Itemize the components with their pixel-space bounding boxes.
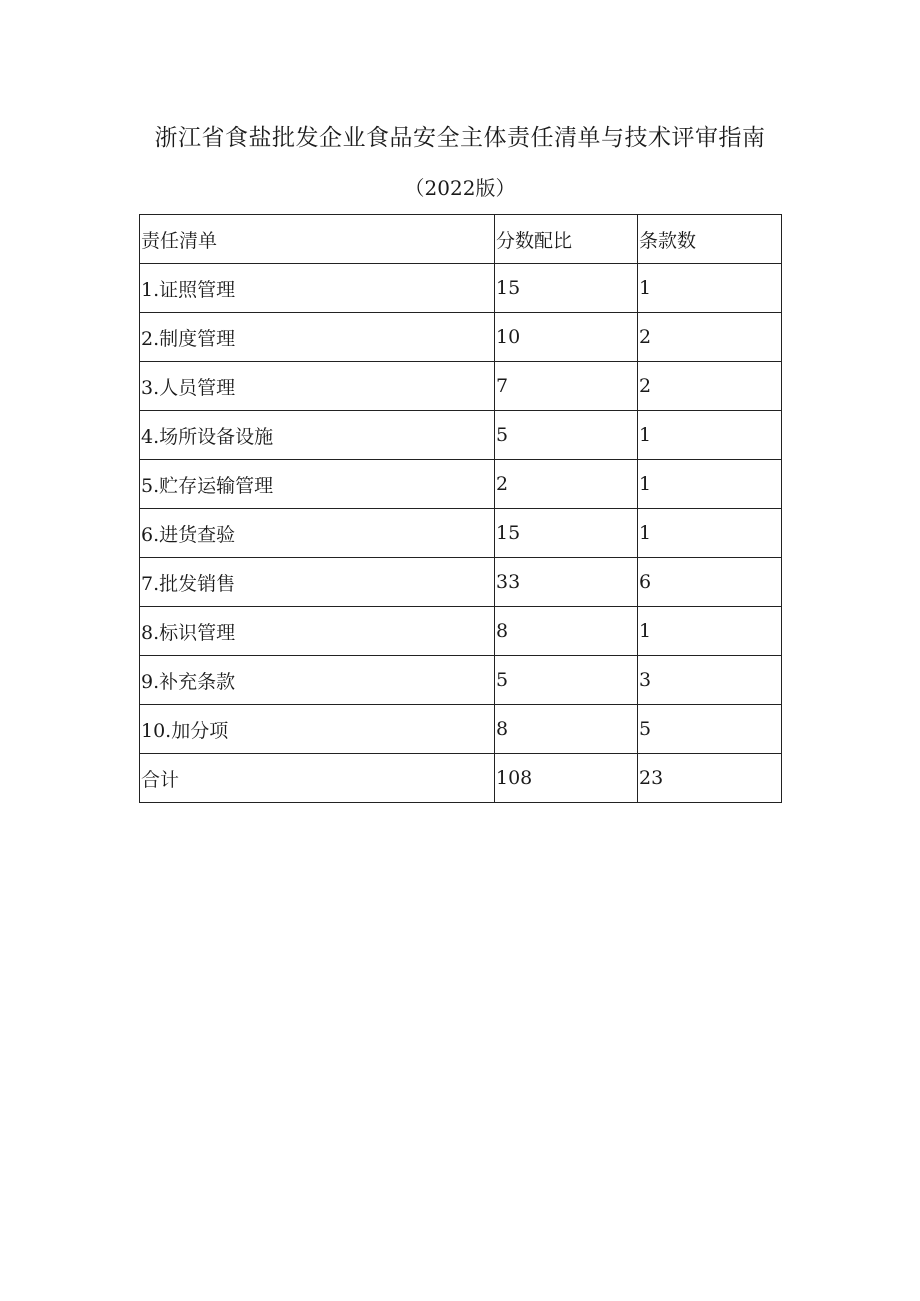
cell-item: 10.加分项 — [140, 705, 495, 754]
table-row — [140, 264, 782, 313]
cell-item: 1.证照管理 — [140, 264, 495, 313]
cell-score: 8 — [495, 607, 638, 656]
cell-clauses: 5 — [638, 705, 782, 754]
cell-clauses: 1 — [638, 411, 782, 460]
cell-score: 7 — [495, 362, 638, 411]
header-score-ratio: 分数配比 — [495, 215, 638, 264]
cell-score: 15 — [495, 264, 638, 313]
document-title: 浙江省食盐批发企业食品安全主体责任清单与技术评审指南 — [154, 125, 766, 151]
table-row — [140, 705, 782, 754]
header-responsibility: 责任清单 — [140, 215, 495, 264]
table-row — [140, 362, 782, 411]
table-row — [140, 509, 782, 558]
cell-total-score: 108 — [495, 754, 638, 803]
table-header-row — [140, 215, 782, 264]
cell-item: 4.场所设备设施 — [140, 411, 495, 460]
cell-score: 10 — [495, 313, 638, 362]
cell-score: 15 — [495, 509, 638, 558]
cell-item: 6.进货查验 — [140, 509, 495, 558]
cell-clauses: 1 — [638, 607, 782, 656]
table-total-row — [140, 754, 782, 803]
cell-score: 8 — [495, 705, 638, 754]
cell-clauses: 3 — [638, 656, 782, 705]
cell-item: 5.贮存运输管理 — [140, 460, 495, 509]
table-row — [140, 313, 782, 362]
cell-item: 7.批发销售 — [140, 558, 495, 607]
cell-clauses: 2 — [638, 313, 782, 362]
cell-item: 9.补充条款 — [140, 656, 495, 705]
responsibility-table — [139, 214, 782, 803]
cell-total-label: 合计 — [140, 754, 495, 803]
table-row — [140, 460, 782, 509]
cell-score: 5 — [495, 656, 638, 705]
cell-clauses: 1 — [638, 460, 782, 509]
cell-score: 2 — [495, 460, 638, 509]
table-row — [140, 656, 782, 705]
table-row — [140, 558, 782, 607]
cell-total-clauses: 23 — [638, 754, 782, 803]
cell-clauses: 2 — [638, 362, 782, 411]
cell-clauses: 1 — [638, 264, 782, 313]
document-subtitle: （2022版） — [404, 176, 516, 200]
table-row — [140, 607, 782, 656]
cell-item: 8.标识管理 — [140, 607, 495, 656]
cell-score: 5 — [495, 411, 638, 460]
cell-item: 2.制度管理 — [140, 313, 495, 362]
cell-item: 3.人员管理 — [140, 362, 495, 411]
cell-score: 33 — [495, 558, 638, 607]
header-clause-count: 条款数 — [638, 215, 782, 264]
table-row — [140, 411, 782, 460]
cell-clauses: 6 — [638, 558, 782, 607]
cell-clauses: 1 — [638, 509, 782, 558]
